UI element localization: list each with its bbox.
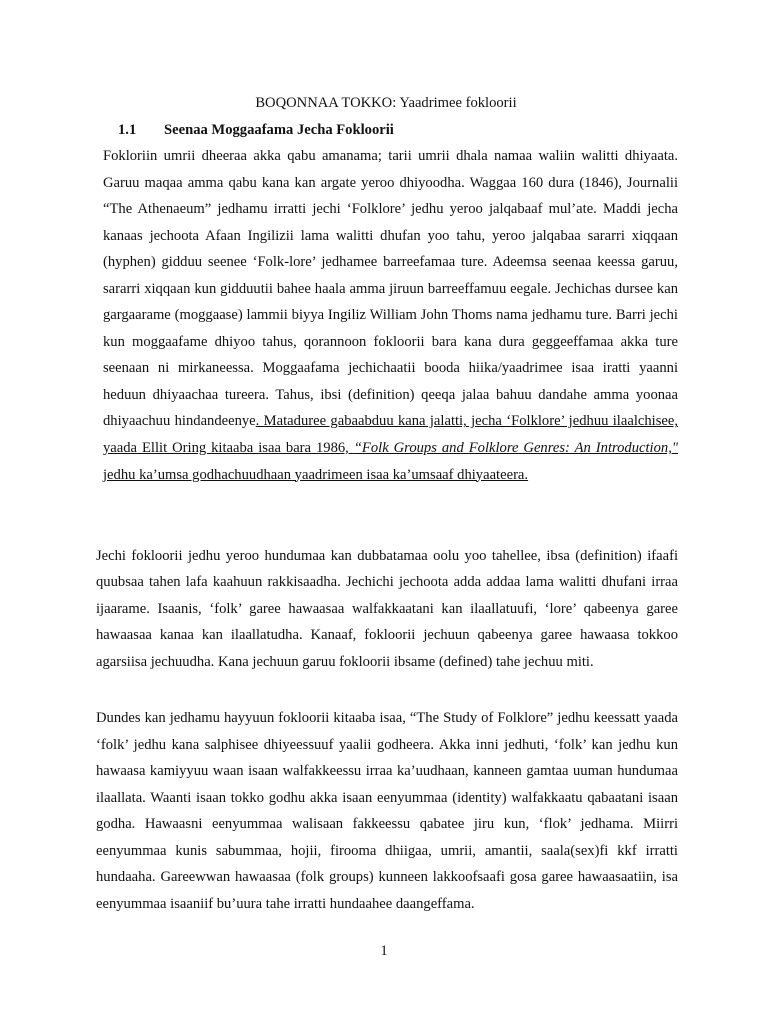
section-title: Seenaa Moggaafama Jecha Fokloorii: [164, 122, 394, 138]
book-title-citation: “Folk Groups and Folklore Genres: An Introduction,": [353, 440, 678, 457]
paragraph-1-text: Fokloriin umrii dheeraa akka qabu amanama; tarii umrii dhala namaa waliin walitti dhiyaata. Garuu maqaa amma qabu kana kan argate yeroo dhiyoodha. Waggaa 160 dura (1846), Journalii “The Athenaeum” jedhamu irratti jechi ‘Folklore’ jedhu yeroo jalqabaaf mul’ate. Maddi jecha kanaas jechoota Afaan Ingilizii lama walitti dhufan yoo tahu, yeroo jalqabaa sararri xiqqaan (hyphen) gidduu seenee ‘Folk-lore’ jedhamee barreefamaa ture. Adeemsa seenaa keessa garuu, sararri xiqqaan kun gidduutii bahee haala amma jiruun barreeffamuu eegale. Jechichas dursee kan gargaarame (moggaase) lammii biyya Ingiliz William John Thoms nama jedhamu ture. Barri jechi kun moggaafame dhiyoo tahus, qorannoon fokloorii bara kana dura geggeeffamaa akka ture seenaan ni mirkaneessa. Moggaafama jechichaatii booda hiika/yaadrimee isaa iratti yaanni heduun dhiyaachaa tureera. Tahus, ibsi (definition) qeeqa jalaa bahuu dandahe amma yoonaa dhiyaachuu hindandeenye: [103, 148, 678, 430]
paragraph-1-underlined-text: . Mataduree gabaabduu kana jalatti, jecha ‘Folklore’ jedhuu ilaalchisee, yaada Ellit Oring kitaaba isaa bara 1986,: [103, 413, 678, 457]
paragraph-1-underlined-tail: jedhu ka’umsa godhachuudhaan yaadrimeen isaa ka’umsaaf dhiyaateera.: [103, 466, 529, 483]
chapter-title: BOQONNAA TOKKO: Yaadrimee fokloorii: [255, 95, 517, 111]
paragraph-2: Jechi fokloorii jedhu yeroo hundumaa kan dubbatamaa oolu yoo tahellee, ibsa (definition) ifaafi quubsaa tahen lafa kaahuun rakkisaadha. Jechichi jechoota adda addaa lama walitti dhufani irraa ijaarame. Isaanis, ‘folk’ garee hawaasaa walfakkaatani kan ilaallatuufi, ‘lore’ qabeenya garee hawaasaa kanaa kan ilaallatudha. Kanaaf, fokloorii jechuun qabeenya garee hawaasa tokkoo agarsiisa jechuudha. Kana jechuun garuu fokloorii ibsame (defined) tahe jechuu miti.: [96, 548, 678, 670]
page-number: 1: [380, 943, 388, 959]
paragraph-3: Dundes kan jedhamu hayyuun fokloorii kitaaba isaa, “The Study of Folklore” jedhu keessatt yaada ‘folk’ jedhu kana salphisee dhiyeessuuf yaalii godheera. Akka inni jedhuti, ‘folk’ kan jedhu kun hawaasa kamiyyuu waan isaan walfakkeessu irraa ka’uudhaan, kanneen gamtaa uuman hundumaa ilaallata. Waanti isaan tokko godhu akka isaan eenyummaa (identity) walfakkaatu qabaatani isaan godha. Hawaasni eenyummaa walisaan fakkeessu qabatee jiru kun, ‘flok’ jedhama. Miirri eenyummaa kunis sabummaa, hojii, firooma dhiigaa, umrii, amantii, saala(sex)fi kkf irratti hundaaha. Gareewwan hawaasaa (folk groups) kunneen lakkoofsaafi gosa garee hawaasaatiin, isa eenyummaa isaaniif bu’uura tahe irratti hundaahee daangeffama.: [96, 710, 678, 912]
section-number: 1.1: [118, 122, 137, 138]
section-heading: [118, 120, 394, 140]
paragraph-1: [103, 143, 678, 488]
